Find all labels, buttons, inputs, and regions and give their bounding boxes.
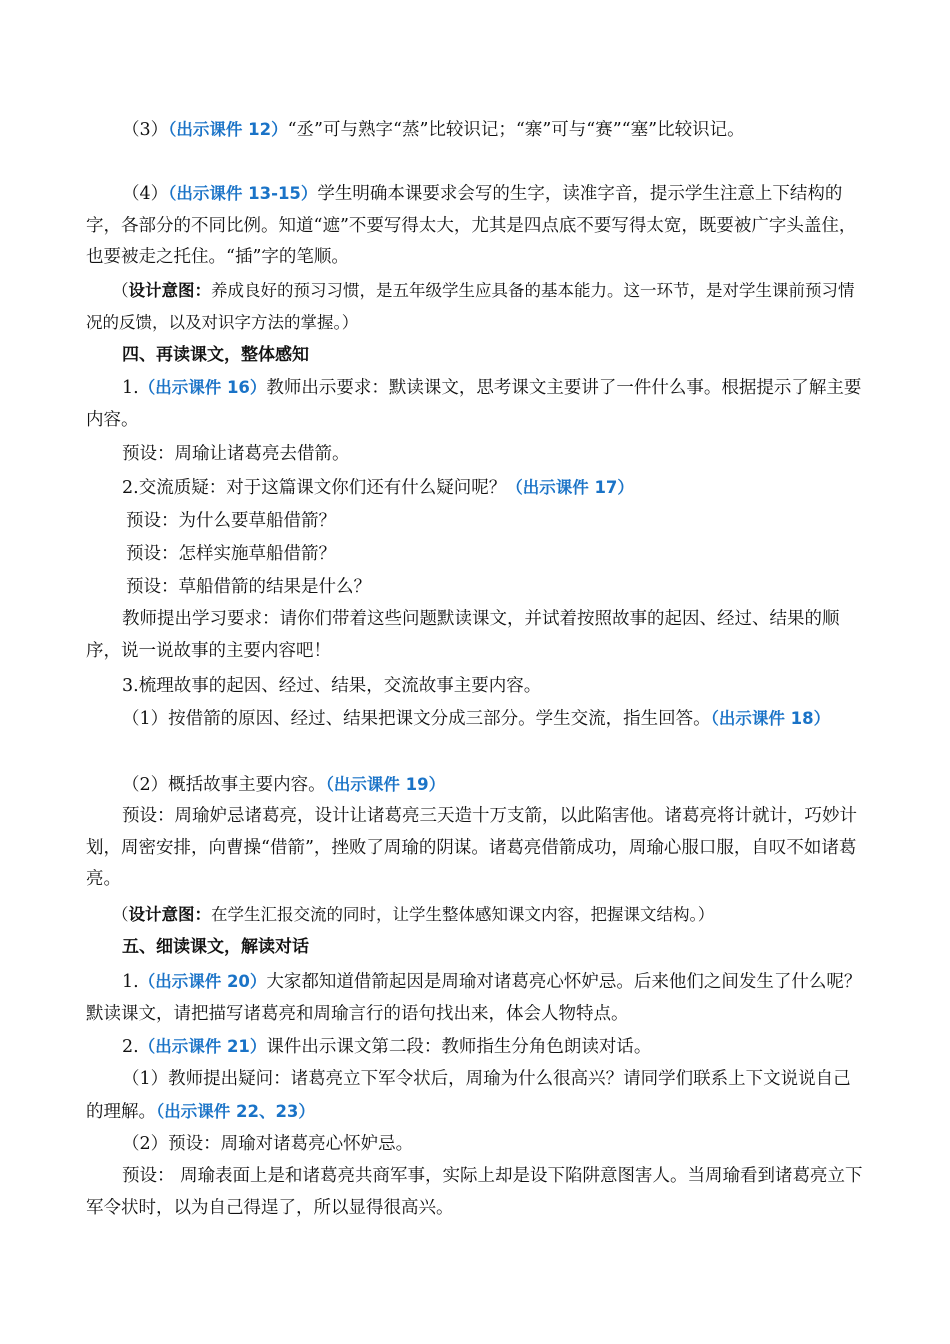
section-heading-5: 五、细读课文，解读对话 — [122, 937, 309, 957]
design-intent-1: （设计意图：养成良好的预习习惯，是五年级学生应具备的基本能力。这一环节，是对学生课前预习情况的反馈，以及对识字方法的掌握。） — [86, 281, 855, 332]
paragraph-5-1: 1.（出示课件 20）大家都知道借箭起因是周瑜对诸葛亮心怀妒忌。后来他们之间发生了什么呢？ 默读课文，请把描写诸葛亮和周瑜言行的语句找出来，体会人物特点。 — [86, 972, 862, 1024]
preset-4: 预设：草船借箭的结果是什么？ — [126, 577, 371, 597]
courseware-ref: （出示课件 17） — [506, 478, 634, 497]
courseware-ref: （出示课件 22、23） — [156, 1101, 315, 1121]
preset-2: 预设：为什么要草船借箭？ — [126, 511, 336, 531]
paragraph-4-3: 3.梳理故事的起因、经过、结果，交流故事主要内容。 — [122, 676, 542, 696]
courseware-ref: （出示课件 18） — [710, 709, 831, 728]
preset-answer-2: 预设： 周瑜表面上是和诸葛亮共商军事，实际上却是设下陷阱意图害人。当周瑜看到诸葛亮立下军令状时，以为自己得逞了，所以显得很高兴。 — [86, 1166, 863, 1218]
paragraph-4-2: 2.交流质疑：对于这篇课文你们还有什么疑问呢？（出示课件 17） — [122, 478, 634, 498]
preset-answer-1: （2）预设：周瑜对诸葛亮心怀妒忌。 — [122, 1134, 414, 1154]
courseware-ref: （出示课件 13-15） — [168, 184, 318, 203]
courseware-ref: （出示课件 20） — [138, 972, 267, 991]
courseware-ref: （出示课件 16） — [138, 378, 267, 397]
teacher-request: 教师提出学习要求：请你们带着这些问题默读课文，并试着按照故事的起因、经过、结果的顺序，说一说故事的主要内容吧！ — [86, 609, 840, 661]
section-heading-4: 四、再读课文，整体感知 — [122, 345, 309, 365]
courseware-ref: （出示课件 12） — [168, 120, 288, 139]
preset-1: 预设：周瑜让诸葛亮去借箭。 — [122, 444, 350, 464]
preset-3: 预设：怎样实施草船借箭？ — [126, 544, 336, 564]
question-1: （1）教师提出疑问：诸葛亮立下军令状后，周瑜为什么很高兴？请同学们联系上下文说说自己的理解。（出示课件 22、23） — [86, 1069, 851, 1122]
courseware-ref: （出示课件 21） — [138, 1037, 267, 1056]
preset-summary: 预设：周瑜妒忌诸葛亮，设计让诸葛亮三天造十万支箭，以此陷害他。诸葛亮将计就计，巧妙计划，周密安排，向曹操“借箭”，挫败了周瑜的阴谋。诸葛亮借箭成功，周瑜心服口服，自叹不如诸葛亮。 — [86, 806, 857, 889]
paragraph-4-1: 1.（出示课件 16）教师出示要求：默读课文，思考课文主要讲了一件什么事。根据提示了解主要内容。 — [86, 378, 862, 430]
paragraph-3: （3）（出示课件 12）“丞”可与熟字“蒸”比较识记；“寨”可与“赛”“塞”比较识记。 — [122, 120, 745, 140]
design-intent-2: （设计意图：在学生汇报交流的同时，让学生整体感知课文内容，把握课文结构。） — [112, 905, 715, 924]
step-2: （2）概括故事主要内容。（出示课件 19） — [122, 775, 446, 795]
paragraph-5-2: 2.（出示课件 21）课件出示课文第二段：教师指生分角色朗读对话。 — [122, 1037, 652, 1057]
paragraph-4: （4）（出示课件 13-15）学生明确本课要求会写的生字，读准字音，提示学生注意上下结构的字，各部分的不同比例。知道“遮”不要写得太大，尤其是四点底不要写得太宽，既要被广字头盖住，也要被走之托住。“插”字的笔顺。 — [86, 184, 857, 267]
step-1: （1）按借箭的原因、经过、结果把课文分成三部分。学生交流，指生回答。（出示课件 18） — [122, 709, 831, 729]
courseware-ref: （出示课件 19） — [325, 775, 446, 794]
